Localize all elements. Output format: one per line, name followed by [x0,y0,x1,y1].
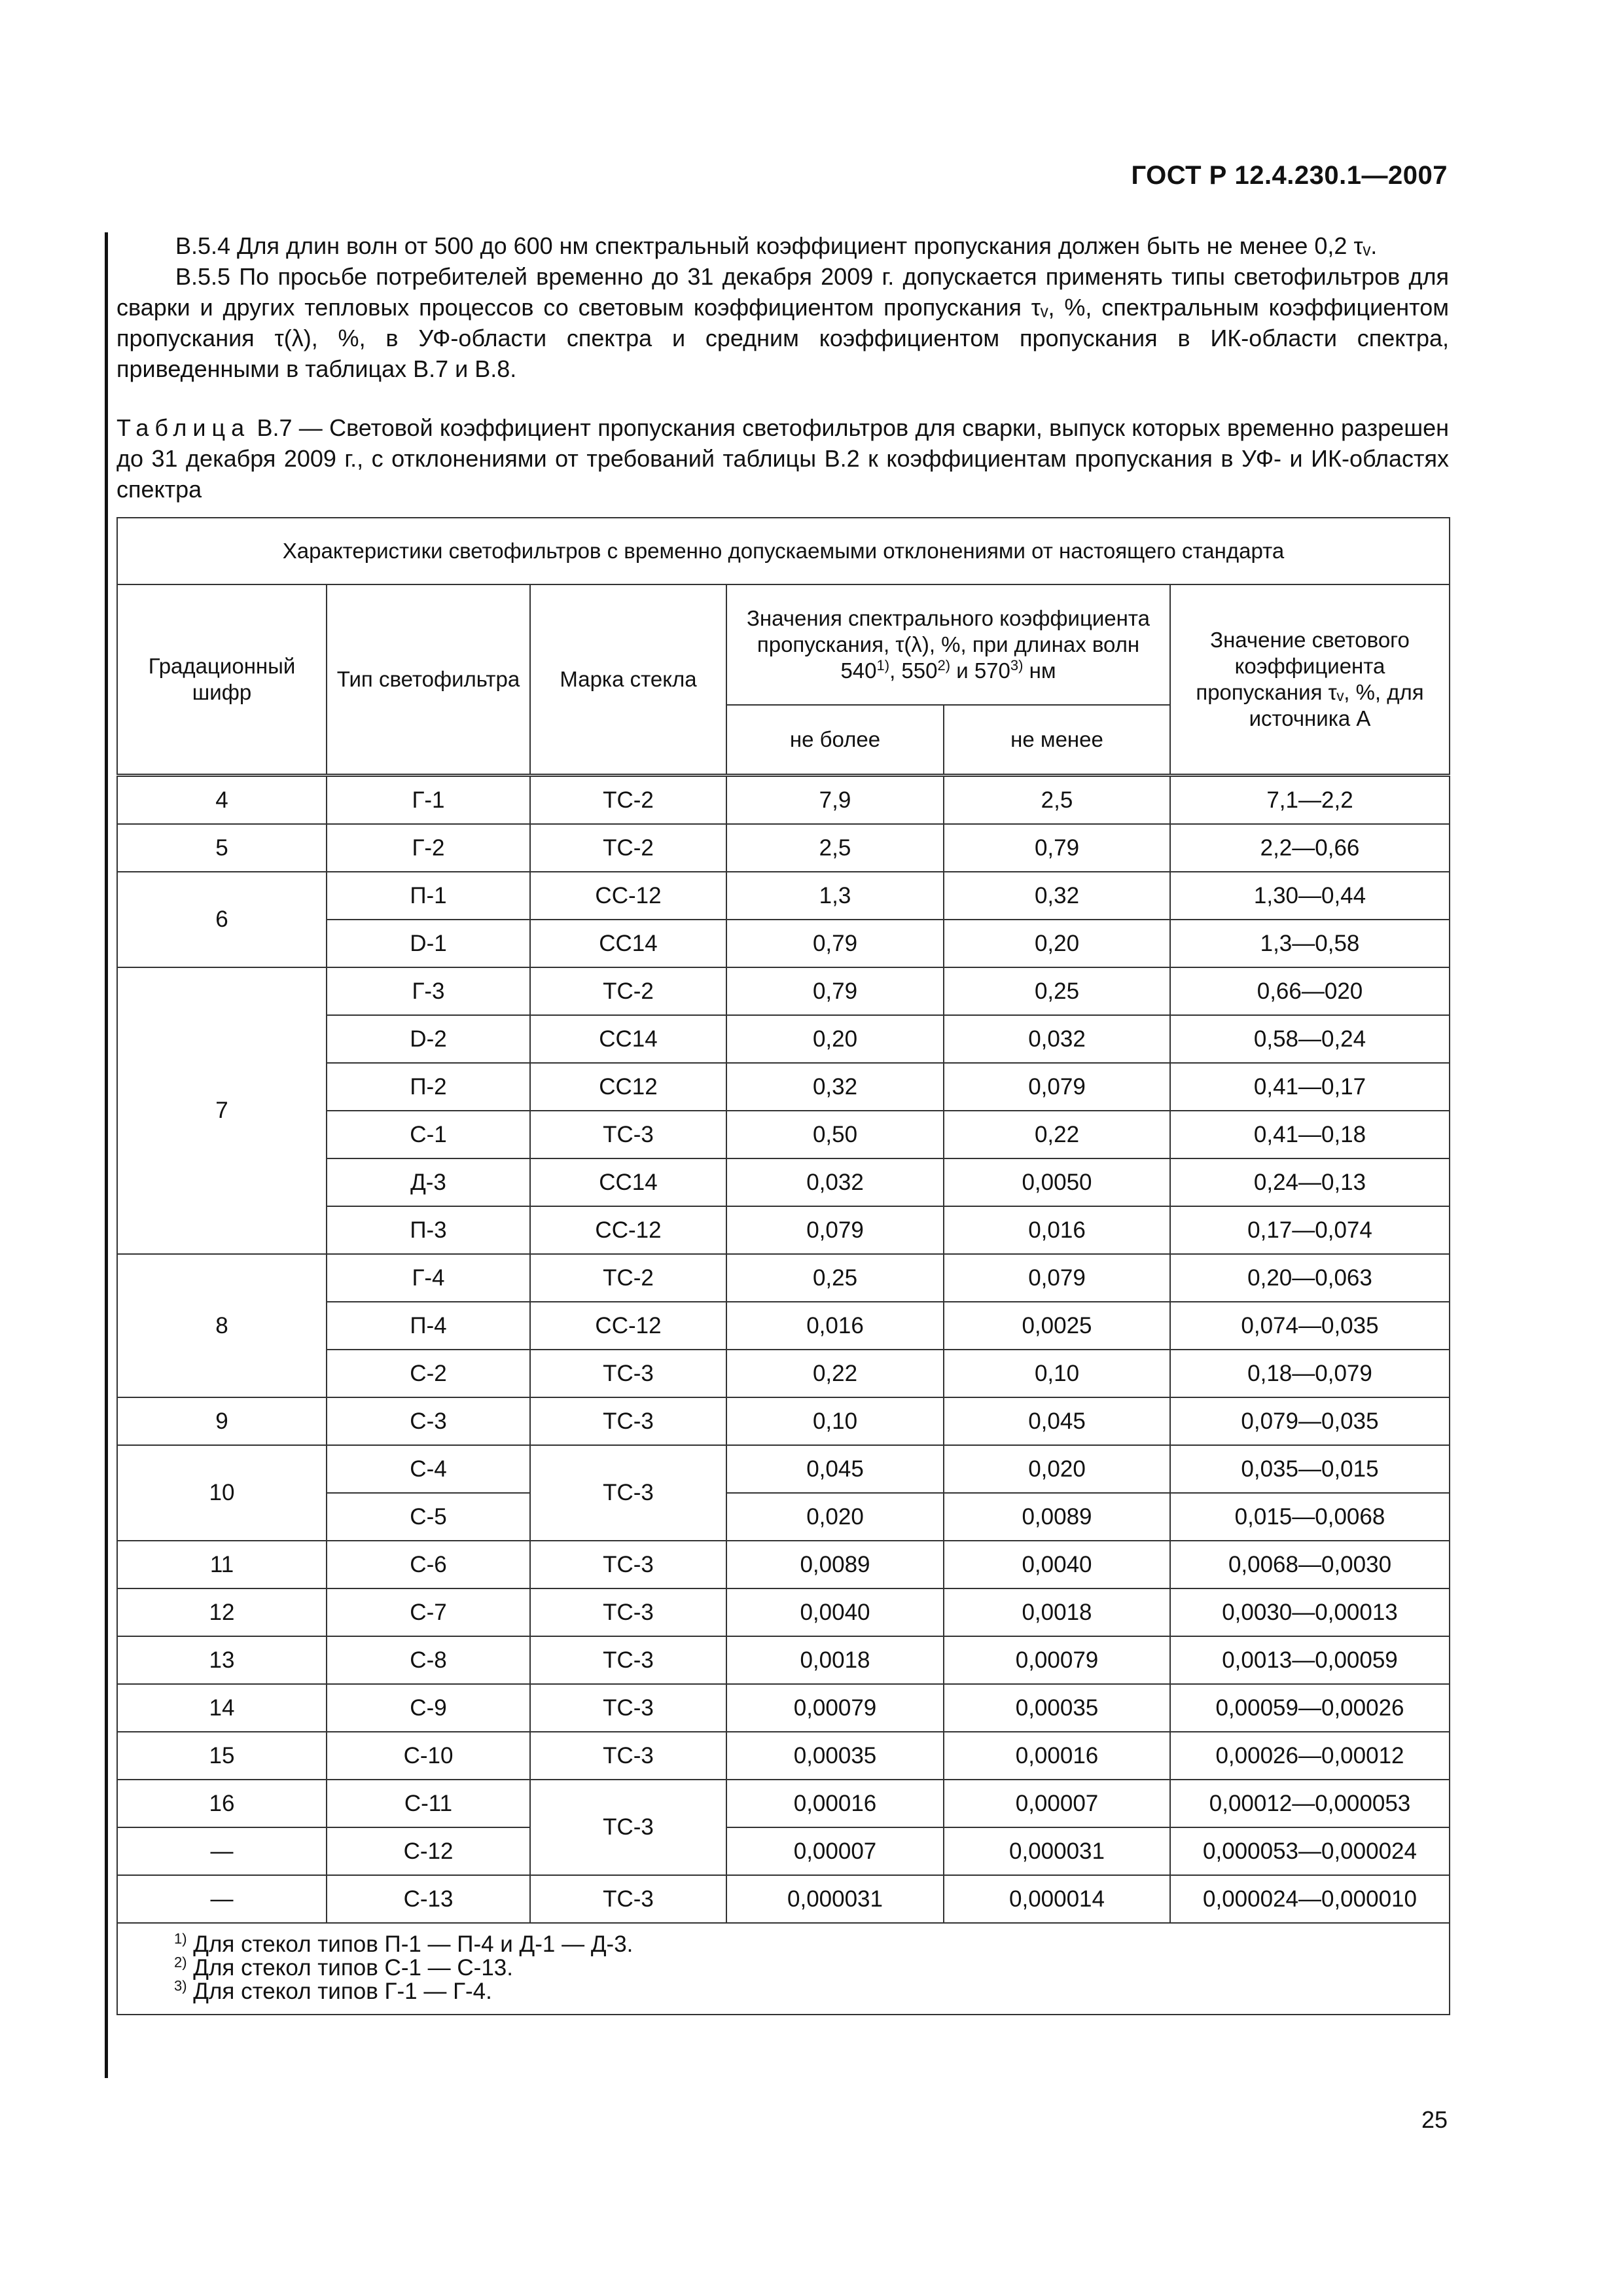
table-body [117,776,1450,1924]
cell-max: 0,32 [726,1063,944,1111]
table-row [117,1684,1450,1732]
cell-glass-grade: ТС-2 [530,776,726,825]
footnote-mark: 3) [174,1977,187,1994]
cell-shade: 9 [117,1397,327,1445]
cell-max: 0,016 [726,1302,944,1350]
header-spectral-text: , 550 [889,658,938,683]
cell-glass-grade: ТС-3 [530,1588,726,1636]
cell-shade: 15 [117,1732,327,1780]
cell-filter-type: С-10 [327,1732,530,1780]
cell-filter-type: Г-3 [327,967,530,1015]
cell-glass-grade: СС14 [530,1158,726,1206]
cell-filter-type: Г-2 [327,824,530,872]
cell-max: 0,045 [726,1445,944,1493]
cell-glass-grade: СС-12 [530,1206,726,1254]
cell-luminous: 0,18—0,079 [1170,1350,1450,1397]
cell-glass-grade: СС12 [530,1063,726,1111]
footnote [174,1956,1449,1980]
cell-filter-type: D-1 [327,920,530,967]
cell-min: 0,032 [944,1015,1170,1063]
cell-max: 0,25 [726,1254,944,1302]
paragraph-b-5-4: В.5.4 Для длин волн от 500 до 600 нм спектральный коэффициент пропускания должен быть не менее 0,2 τᵥ. [175,232,1378,259]
cell-luminous: 0,17—0,074 [1170,1206,1450,1254]
table-row [117,1445,1450,1493]
table-footer [117,1923,1450,2015]
cell-luminous: 0,0013—0,00059 [1170,1636,1450,1684]
cell-max: 0,032 [726,1158,944,1206]
table-row [117,1588,1450,1636]
cell-min: 0,079 [944,1063,1170,1111]
cell-min: 0,25 [944,967,1170,1015]
cell-min: 0,32 [944,872,1170,920]
cell-glass-grade: ТС-3 [530,1350,726,1397]
cell-shade: 6 [117,872,327,967]
cell-filter-type: Г-1 [327,776,530,825]
header-luminous: Значение светового коэффициента пропускания τᵥ, %, для источника А [1170,584,1450,776]
table-header [117,518,1450,776]
cell-glass-grade: ТС-3 [530,1111,726,1158]
header-filter-type: Тип светофильтра [327,584,530,776]
header-spectral [726,584,1170,705]
cell-min: 0,0025 [944,1302,1170,1350]
cell-min: 0,079 [944,1254,1170,1302]
cell-filter-type: С-8 [327,1636,530,1684]
cell-min: 0,000014 [944,1875,1170,1923]
table-caption-text: В.7 — Световой коэффициент пропускания светофильтров для сварки, выпуск которых временно разрешен до 31 декабря 2009 г., с отклонениями от требований таблицы В.2 к коэффициентам пропускания в УФ- и ИК-областях спектра [116,414,1449,503]
cell-max: 0,000031 [726,1875,944,1923]
cell-filter-type: С-1 [327,1111,530,1158]
table-row [117,1636,1450,1684]
table-row [117,776,1450,825]
cell-luminous: 0,035—0,015 [1170,1445,1450,1493]
table-row [117,872,1450,920]
cell-min: 0,10 [944,1350,1170,1397]
cell-luminous: 0,0030—0,00013 [1170,1588,1450,1636]
cell-filter-type: С-3 [327,1397,530,1445]
cell-glass-grade: ТС-3 [530,1732,726,1780]
header-spectral-text: Значения спектрального коэффициента пропускания, τ(λ), %, при длинах волн 540 [747,606,1150,683]
cell-min: 0,0040 [944,1541,1170,1588]
change-margin-bar [105,232,108,2078]
cell-glass-grade: СС-12 [530,872,726,920]
table-caption [116,412,1449,505]
cell-max: 7,9 [726,776,944,825]
cell-min: 0,79 [944,824,1170,872]
cell-max: 0,20 [726,1015,944,1063]
footnote-text: Для стекол типов Г-1 — Г-4. [187,1979,492,2004]
cell-min: 0,22 [944,1111,1170,1158]
cell-shade: 13 [117,1636,327,1684]
cell-luminous: 0,000053—0,000024 [1170,1827,1450,1875]
cell-max: 0,00035 [726,1732,944,1780]
cell-max: 0,79 [726,920,944,967]
page-number: 25 [1421,2106,1448,2133]
cell-shade: 10 [117,1445,327,1541]
cell-luminous: 0,00026—0,00012 [1170,1732,1450,1780]
footnote [174,1930,1449,1957]
cell-max: 0,079 [726,1206,944,1254]
cell-filter-type: С-7 [327,1588,530,1636]
cell-filter-type: П-3 [327,1206,530,1254]
cell-luminous: 1,30—0,44 [1170,872,1450,920]
table-row [117,967,1450,1015]
table-row [117,1732,1450,1780]
cell-luminous: 0,015—0,0068 [1170,1493,1450,1541]
header-glass-grade: Марка стекла [530,584,726,776]
footnote-mark: 1) [174,1930,187,1947]
cell-filter-type: С-11 [327,1780,530,1827]
cell-glass-grade: ТС-2 [530,967,726,1015]
cell-min: 0,0050 [944,1158,1170,1206]
cell-luminous: 0,58—0,24 [1170,1015,1450,1063]
cell-shade: — [117,1875,327,1923]
header-shade: Градационный шифр [117,584,327,776]
cell-glass-grade: ТС-2 [530,1254,726,1302]
table-row [117,824,1450,872]
document-header: ГОСТ Р 12.4.230.1—2007 [1131,161,1448,190]
cell-filter-type: П-2 [327,1063,530,1111]
cell-min: 2,5 [944,776,1170,825]
cell-shade: 5 [117,824,327,872]
cell-max: 0,0018 [726,1636,944,1684]
cell-filter-type: С-5 [327,1493,530,1541]
cell-min: 0,00035 [944,1684,1170,1732]
footnote-mark: 2) [174,1954,187,1971]
footnote-text: Для стекол типов П-1 — П-4 и Д-1 — Д-3. [187,1931,633,1957]
paragraph-b-5-5: В.5.5 По просьбе потребителей временно до 31 декабря 2009 г. допускается применять типы светофильтров для сварки и других тепловых процессов со световым коэффициентом пропускания τᵥ, %, спектральным коэффициентом пропускания τ(λ), %, в УФ-области спектра и средним коэффициентом пропускания в ИК-области спектра, приведенными в таблицах В.7 и В.8. [116,263,1449,382]
cell-max: 0,00016 [726,1780,944,1827]
cell-filter-type: С-12 [327,1827,530,1875]
cell-luminous: 0,074—0,035 [1170,1302,1450,1350]
footnote-ref-1: 1) [876,657,890,673]
cell-shade: 11 [117,1541,327,1588]
cell-shade: — [117,1827,327,1875]
cell-max: 0,22 [726,1350,944,1397]
cell-min: 0,00007 [944,1780,1170,1827]
header-min: не менее [944,705,1170,776]
cell-filter-type: Г-4 [327,1254,530,1302]
cell-glass-grade: ТС-3 [530,1445,726,1541]
cell-luminous: 0,24—0,13 [1170,1158,1450,1206]
cell-luminous: 2,2—0,66 [1170,824,1450,872]
cell-min: 0,20 [944,920,1170,967]
footnote [174,1977,1449,2004]
cell-glass-grade: ТС-3 [530,1636,726,1684]
table-row [117,1397,1450,1445]
header-max: не более [726,705,944,776]
cell-filter-type: П-1 [327,872,530,920]
cell-luminous: 0,000024—0,000010 [1170,1875,1450,1923]
table-row [117,1780,1450,1827]
cell-min: 0,020 [944,1445,1170,1493]
cell-filter-type: П-4 [327,1302,530,1350]
cell-luminous: 0,00012—0,000053 [1170,1780,1450,1827]
cell-luminous: 0,00059—0,00026 [1170,1684,1450,1732]
table-row [117,1827,1450,1875]
cell-glass-grade: ТС-3 [530,1875,726,1923]
cell-max: 1,3 [726,872,944,920]
cell-min: 0,0089 [944,1493,1170,1541]
table-footnotes [117,1923,1450,2015]
cell-min: 0,00016 [944,1732,1170,1780]
cell-shade: 4 [117,776,327,825]
cell-filter-type: С-4 [327,1445,530,1493]
cell-luminous: 7,1—2,2 [1170,776,1450,825]
cell-filter-type: С-2 [327,1350,530,1397]
cell-glass-grade: СС14 [530,920,726,967]
footnote-ref-3: 3) [1010,657,1024,673]
cell-max: 0,50 [726,1111,944,1158]
table-row [117,1541,1450,1588]
cell-max: 2,5 [726,824,944,872]
cell-luminous: 1,3—0,58 [1170,920,1450,967]
cell-luminous: 0,079—0,035 [1170,1397,1450,1445]
cell-shade: 8 [117,1254,327,1397]
cell-glass-grade: ТС-3 [530,1541,726,1588]
cell-min: 0,00079 [944,1636,1170,1684]
cell-min: 0,045 [944,1397,1170,1445]
footnote-text: Для стекол типов С-1 — С-13. [187,1955,513,1981]
table-caption-prefix: Таблица [116,414,251,441]
cell-max: 0,00007 [726,1827,944,1875]
cell-max: 0,00079 [726,1684,944,1732]
table-row [117,1254,1450,1302]
filter-table [116,517,1450,2015]
footnote-ref-2: 2) [937,657,951,673]
cell-filter-type: С-6 [327,1541,530,1588]
cell-shade: 16 [117,1780,327,1827]
cell-glass-grade: СС14 [530,1015,726,1063]
cell-filter-type: Д-3 [327,1158,530,1206]
table-row [117,1875,1450,1923]
cell-filter-type: С-9 [327,1684,530,1732]
cell-luminous: 0,66—020 [1170,967,1450,1015]
cell-glass-grade: СС-12 [530,1302,726,1350]
cell-glass-grade: ТС-3 [530,1780,726,1875]
cell-max: 0,10 [726,1397,944,1445]
cell-max: 0,0040 [726,1588,944,1636]
cell-luminous: 0,0068—0,0030 [1170,1541,1450,1588]
cell-min: 0,0018 [944,1588,1170,1636]
cell-glass-grade: ТС-3 [530,1397,726,1445]
cell-luminous: 0,20—0,063 [1170,1254,1450,1302]
cell-glass-grade: ТС-3 [530,1684,726,1732]
cell-shade: 12 [117,1588,327,1636]
table-title: Характеристики светофильтров с временно допускаемыми отклонениями от настоящего стандарта [117,518,1450,584]
cell-min: 0,016 [944,1206,1170,1254]
cell-luminous: 0,41—0,18 [1170,1111,1450,1158]
cell-max: 0,0089 [726,1541,944,1588]
cell-luminous: 0,41—0,17 [1170,1063,1450,1111]
cell-filter-type: С-13 [327,1875,530,1923]
header-spectral-text: и 570 [950,658,1010,683]
header-spectral-text: нм [1023,658,1056,683]
cell-glass-grade: ТС-2 [530,824,726,872]
cell-filter-type: D-2 [327,1015,530,1063]
cell-max: 0,020 [726,1493,944,1541]
cell-max: 0,79 [726,967,944,1015]
cell-shade: 7 [117,967,327,1254]
cell-min: 0,000031 [944,1827,1170,1875]
cell-shade: 14 [117,1684,327,1732]
